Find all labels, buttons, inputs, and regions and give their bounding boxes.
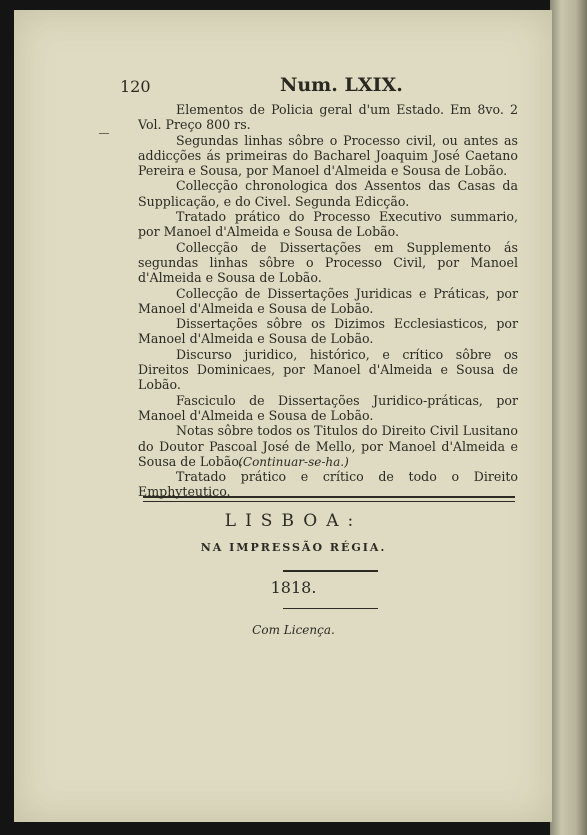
book-list — [138, 102, 518, 500]
list-item: Elementos de Policia geral d'um Estado. Em 8vo. 2 Vol. Preço 800 rs. — [138, 102, 518, 133]
list-item: Segundas linhas sôbre o Processo civil, ou antes as addicções ás primeiras do Bacharel Joaquim José Caetano Pereira e Sousa, por Manoel d'Almeida e Sousa de Lobão. — [138, 132, 518, 179]
list-item: Collecção de Dissertações Juridicas e Práticas, por Manoel d'Almeida e Sousa de Lobão. — [138, 285, 518, 316]
list-item: Dissertações sôbre os Dizimos Ecclesiasticos, por Manoel d'Almeida e Sousa de Lobão. — [138, 316, 518, 347]
issue-number-title: Num. LXIX. — [280, 74, 403, 96]
rule-divider — [283, 570, 378, 572]
book-spine — [550, 0, 587, 835]
list-item: Fasciculo de Dissertações Juridico-práticas, por Manoel d'Almeida e Sousa de Lobão. — [138, 392, 518, 423]
license-note: Com Licença. — [252, 623, 335, 637]
list-item: Discurso juridico, histórico, e crítico sôbre os Direitos Dominicaes, por Manoel d'Almeida e Sousa de Lobão. — [138, 346, 518, 393]
margin-mark — [99, 133, 109, 134]
page-header — [118, 74, 518, 98]
rule-divider — [283, 608, 378, 609]
continuation-note: (Continuar-se-ha.) — [238, 455, 349, 469]
imprint-press: NA IMPRESSÃO RÉGIA. — [200, 541, 387, 554]
imprint-year: 1818. — [270, 578, 317, 597]
list-item: Tratado prático e crítico de todo o Direito Emphyteutico. — [138, 469, 518, 500]
imprint-city: LISBOA: — [224, 511, 363, 531]
list-item: Tratado prático do Processo Executivo summario, por Manoel d'Almeida e Sousa de Lobão. — [138, 209, 518, 240]
list-item: Notas sôbre todos os Titulos do Direito Civil Lusitano do Doutor Pascoal José de Mello, por Manoel d'Almeida e Sousa de Lobão. — [138, 423, 518, 469]
list-item: Collecção chronologica dos Assentos das Casas da Supplicação, e do Civel. Segunda Edicção. — [138, 178, 518, 209]
list-item: Collecção de Dissertações em Supplemento ás segundas linhas sôbre o Processo Civil, por Manoel d'Almeida e Sousa de Lobão. — [138, 239, 518, 286]
page-number: 120 — [120, 77, 151, 96]
double-rule-divider — [143, 496, 515, 502]
